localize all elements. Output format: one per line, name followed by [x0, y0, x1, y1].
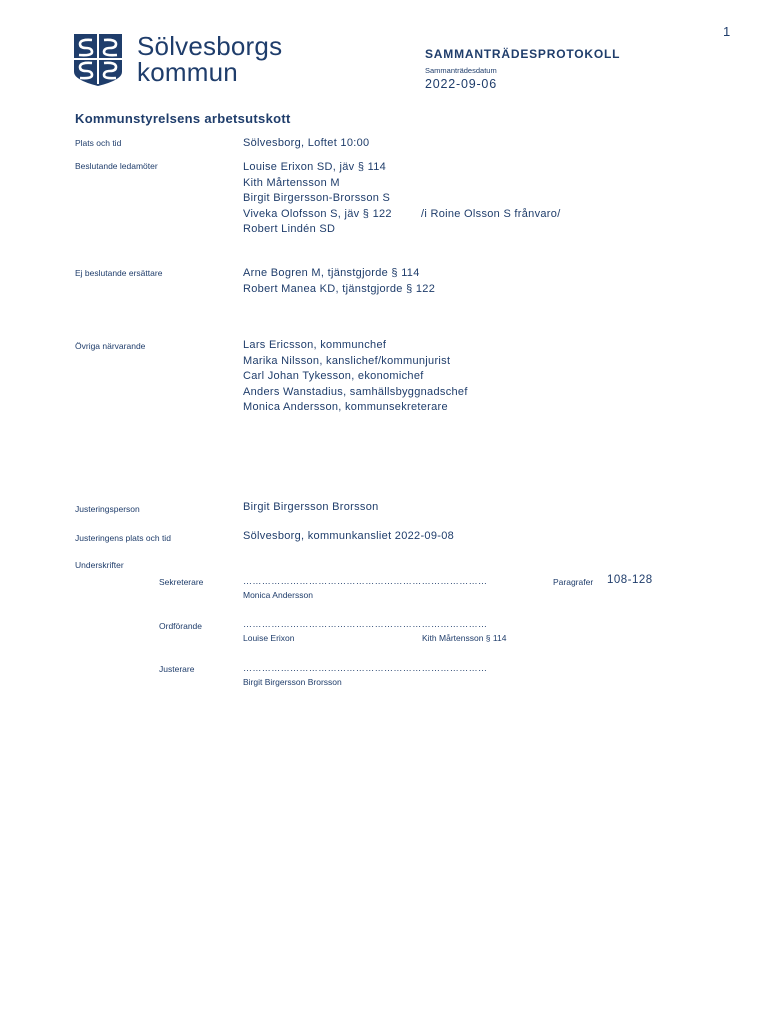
- place-time-label: Plats och tid: [75, 138, 122, 148]
- deciding-members-label: Beslutande ledamöter: [75, 161, 158, 171]
- list-item: Viveka Olofsson S, jäv § 122: [243, 207, 392, 220]
- list-item: Louise Erixon SD, jäv § 114: [243, 161, 387, 173]
- secretary-name: Monica Andersson: [243, 590, 313, 600]
- page-number: 1: [723, 24, 731, 39]
- list-item: Carl Johan Tykesson, ekonomichef: [243, 370, 424, 383]
- list-item: Lars Ericsson, kommunchef: [243, 339, 387, 351]
- logo-wordmark: [137, 33, 282, 85]
- document-type: SAMMANTRÄDESPROTOKOLL: [425, 47, 621, 61]
- others-present-list: [243, 338, 468, 416]
- list-item: Birgit Birgersson-Brorsson S: [243, 192, 391, 205]
- list-item: Robert Lindén SD: [243, 223, 336, 236]
- deciding-members-note: /i Roine Olsson S frånvaro/: [421, 207, 561, 220]
- solvesborg-coat-of-arms-icon: [74, 34, 122, 86]
- list-item: Arne Bogren M, tjänstgjorde § 114: [243, 267, 420, 279]
- list-item: Marika Nilsson, kanslichef/kommunjurist: [243, 354, 451, 367]
- list-item: Monica Andersson, kommunsekreterare: [243, 401, 448, 414]
- place-time-value: Sölvesborg, Loftet 10:00: [243, 137, 370, 149]
- others-present-label: Övriga närvarande: [75, 341, 146, 351]
- justifier-name: Birgit Birgersson Brorsson: [243, 677, 342, 687]
- deciding-members-list: [243, 160, 392, 238]
- adjustment-place-time-label: Justeringens plats och tid: [75, 533, 171, 543]
- logo-line1: Sölvesborgs: [137, 31, 283, 61]
- chair-name-2: Kith Mårtensson § 114: [422, 633, 507, 643]
- list-item: Robert Manea KD, tjänstgjorde § 122: [243, 282, 436, 295]
- chair-name: Louise Erixon: [243, 633, 295, 643]
- list-item: Kith Mårtensson M: [243, 176, 340, 189]
- substitutes-label: Ej beslutande ersättare: [75, 268, 163, 278]
- meeting-date-value: 2022-09-06: [425, 77, 497, 91]
- chair-role: Ordförande: [159, 621, 202, 631]
- signatures-label: Underskrifter: [75, 560, 124, 570]
- secretary-role: Sekreterare: [159, 577, 204, 587]
- signature-line: ……………………………………………………………………: [243, 576, 488, 586]
- paragraphs-label: Paragrafer: [553, 577, 594, 587]
- adjuster-value: Birgit Birgersson Brorsson: [243, 501, 379, 513]
- list-item: Anders Wanstadius, samhällsbyggnadschef: [243, 385, 468, 398]
- logo-line2: kommun: [137, 57, 238, 87]
- adjuster-label: Justeringsperson: [75, 504, 140, 514]
- paragraphs-value: 108-128: [607, 574, 653, 586]
- signature-line: ……………………………………………………………………: [243, 619, 488, 629]
- adjustment-place-time-value: Sölvesborg, kommunkansliet 2022-09-08: [243, 530, 455, 542]
- committee-title: Kommunstyrelsens arbetsutskott: [75, 111, 291, 126]
- signature-line: ……………………………………………………………………: [243, 663, 488, 673]
- justifier-role: Justerare: [159, 664, 195, 674]
- substitutes-list: [243, 266, 435, 297]
- meeting-date-label: Sammanträdesdatum: [425, 66, 497, 75]
